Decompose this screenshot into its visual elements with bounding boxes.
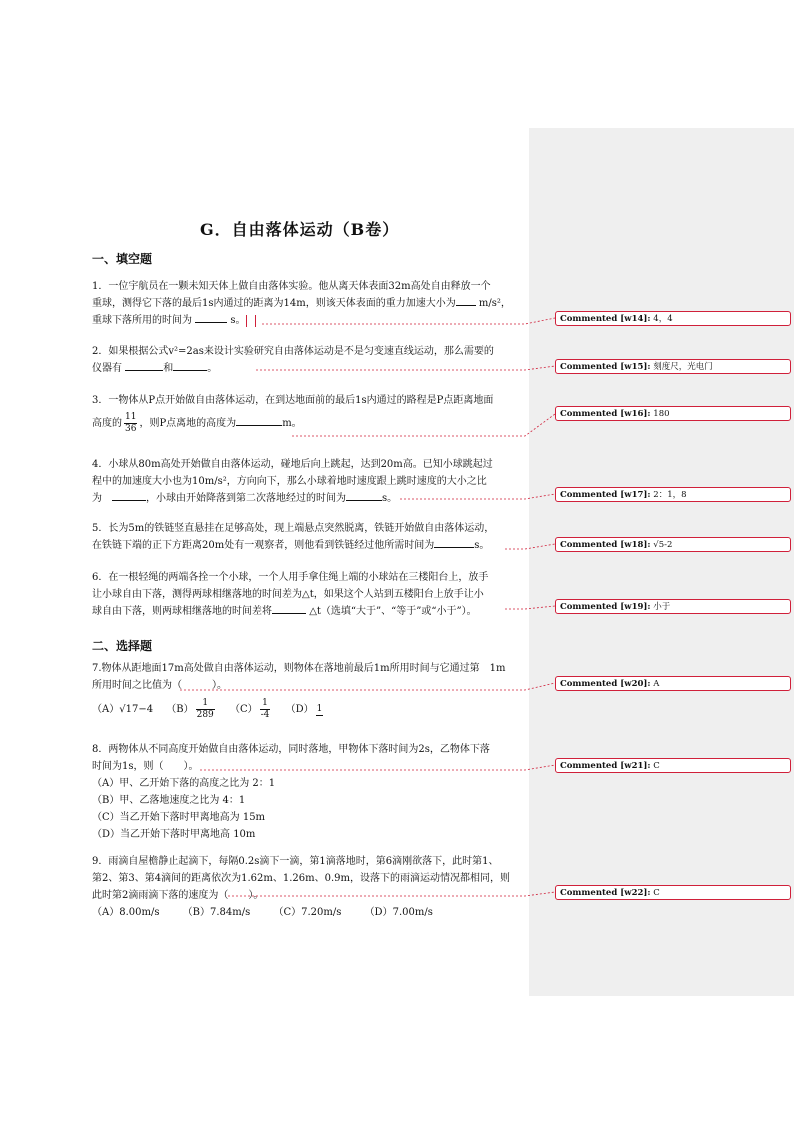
q3-end: m。 xyxy=(282,418,302,429)
section-choice-heading: 二、选择题 xyxy=(92,639,153,653)
q1-unit: m/s²， xyxy=(478,298,511,309)
q3-fraction: $\frac{11}{36}$ xyxy=(125,412,137,434)
q3-line-1: 3．一物体从P点开始做自由落体运动，在到达地面前的最后1s内通过的路程是P点距离地面 xyxy=(92,395,494,406)
question-8 xyxy=(92,741,524,843)
q5-blank[interactable] xyxy=(434,537,474,548)
q9-line-1: 9．雨滴自屋檐静止起滴下，每隔0.2s滴下一滴，第1滴落地时，第6滴刚欲落下，此时第1、 xyxy=(92,856,499,867)
q6-text: 球自由下落，则两球相继落地的时间差将 xyxy=(92,606,272,617)
q5-end: s。 xyxy=(474,540,490,551)
question-6 xyxy=(92,569,524,620)
question-4 xyxy=(92,456,524,507)
comment-w21[interactable]: Commented [w21]: C xyxy=(555,758,791,773)
q8-option-b[interactable]: （B）甲、乙落地速度之比为 4：1 xyxy=(92,795,246,806)
q1-line-2: 重球，测得它下落的最后1s内通过的距离为14m，则该天体表面的重力加速大小为 xyxy=(92,298,456,309)
q8-option-a[interactable]: （A）甲、乙开始下落的高度之比为 2：1 xyxy=(92,778,276,789)
q8-line-1: 8．两物体从不同高度开始做自由落体运动，同时落地，甲物体下落时间为2s，乙物体下落 xyxy=(92,744,490,755)
q1-line-1: 1．一位宇航员在一颗未知天体上做自由落体实验。他从离天体表面32m高处自由释放一个 xyxy=(92,281,491,292)
q1-line-3: 重球下落所用的时间为 xyxy=(92,315,192,326)
comment-w16[interactable]: Commented [w16]: 180 xyxy=(555,406,791,421)
q7-option-b[interactable]: （B） xyxy=(166,704,194,715)
q9-option-a[interactable]: （A）8.00m/s xyxy=(92,907,160,918)
comment-w15[interactable]: Commented [w15]: 刻度尺，光电门 xyxy=(555,359,791,374)
page-title: G．自由落体运动（B卷） xyxy=(200,220,400,239)
comment-w18[interactable]: Commented [w18]: √5-2 xyxy=(555,537,791,552)
q7-line-2: 所用时间之比值为（ ）。 xyxy=(92,680,227,691)
comment-w14[interactable]: Commented [w14]: 4，4 xyxy=(555,311,791,326)
q3-text: ，则P点离地的高度为 xyxy=(139,418,237,429)
q8-option-d[interactable]: （D）当乙开始下落时甲离地高 10m xyxy=(92,829,256,840)
q9-option-d[interactable]: （D）7.00m/s xyxy=(364,907,433,918)
q5-line-2: 在铁链下端的正下方距离20m处有一观察者，则他看到铁链经过他所需时间为 xyxy=(92,540,435,551)
q2-blank-2[interactable] xyxy=(173,360,207,371)
section-fill-heading: 一、填空题 xyxy=(92,252,153,266)
q7-line-1: 7.物体从距地面17m高处做自由落体运动，则物体在落地前最后1m所用时间与它通过第 1m xyxy=(92,663,506,674)
q4-blank-1[interactable] xyxy=(112,490,146,501)
q8-line-2: 时间为1s，则（ ）。 xyxy=(92,761,199,772)
comment-w20[interactable]: Commented [w20]: A xyxy=(555,676,791,691)
question-7 xyxy=(92,660,524,721)
q7-d-fraction: 1 xyxy=(316,703,323,714)
comment-anchor[interactable] xyxy=(246,315,256,327)
q2-label: 仪器有 xyxy=(92,363,122,374)
q9-line-3: 此时第2滴雨滴下落的速度为（ ）。 xyxy=(92,890,264,901)
q9-line-2: 第2、第3、第4滴间的距离依次为1.62m、1.26m、0.9m，设落下的雨滴运动情况都相同，则 xyxy=(92,873,510,884)
question-5 xyxy=(92,520,524,554)
q6-blank[interactable] xyxy=(272,603,306,614)
q2-end: 。 xyxy=(207,363,218,374)
question-1 xyxy=(92,278,524,329)
q6-line-2: 让小球自由下落，测得两球相继落地的时间差为△t，如果这个人站到五楼阳台上放手让小 xyxy=(92,589,484,600)
question-3 xyxy=(92,392,524,435)
q6-options: △t（选填“大于”、“等于”或“小于”）。 xyxy=(309,606,477,617)
q9-option-b[interactable]: （B）7.84m/s xyxy=(182,907,251,918)
comment-w22[interactable]: Commented [w22]: C xyxy=(555,885,791,900)
comment-margin xyxy=(529,128,794,996)
q1-end: s。 xyxy=(230,315,246,326)
q4-line-1: 4．小球从80m高处开始做自由落体运动，碰地后向上跳起，达到20m高。已知小球跳起过 xyxy=(92,459,493,470)
q7-b-fraction: $\frac{1}{289}$ xyxy=(196,698,214,720)
q7-option-d[interactable]: （D） xyxy=(285,704,314,715)
q4-label: 为 xyxy=(92,493,102,504)
comment-w17[interactable]: Commented [w17]: 2：1，8 xyxy=(555,487,791,502)
q2-and: 和 xyxy=(163,363,174,374)
q1-blank-2[interactable] xyxy=(195,312,227,323)
question-9 xyxy=(92,853,524,921)
q3-blank[interactable] xyxy=(236,415,282,426)
q4-text: ，小球由开始降落到第二次落地经过的时间为 xyxy=(146,493,346,504)
q4-line-2: 程中的加速度大小也为10m/s²，方向向下，那么小球着地时速度跟上跳时速度的大小之比 xyxy=(92,476,487,487)
comment-w19[interactable]: Commented [w19]: 小于 xyxy=(555,599,791,614)
q7-option-a[interactable]: （A）√17−4 xyxy=(92,704,154,715)
q9-option-c[interactable]: （C）7.20m/s xyxy=(273,907,342,918)
q7-c-fraction: $\frac{1}{-4}$ xyxy=(260,698,270,720)
q3-label: 高度的 xyxy=(92,418,122,429)
q8-option-c[interactable]: （C）当乙开始下落时甲离地高为 15m xyxy=(92,812,266,823)
q4-end: s。 xyxy=(382,493,398,504)
q5-line-1: 5．长为5m的铁链竖直悬挂在足够高处，现上端悬点突然脱离，铁链开始做自由落体运动， xyxy=(92,523,495,534)
q2-blank-1[interactable] xyxy=(125,360,163,371)
q6-line-1: 6．在一根轻绳的两端各拴一个小球，一个人用手拿住绳上端的小球站在三楼阳台上，放手 xyxy=(92,572,489,583)
q4-blank-2[interactable] xyxy=(346,490,382,501)
question-2 xyxy=(92,343,524,377)
q1-blank-1[interactable] xyxy=(456,295,476,306)
q7-option-c[interactable]: （C） xyxy=(229,704,258,715)
q2-line-1: 2．如果根据公式v²=2as来设计实验研究自由落体运动是不是匀变速直线运动，那么需要的 xyxy=(92,346,494,357)
